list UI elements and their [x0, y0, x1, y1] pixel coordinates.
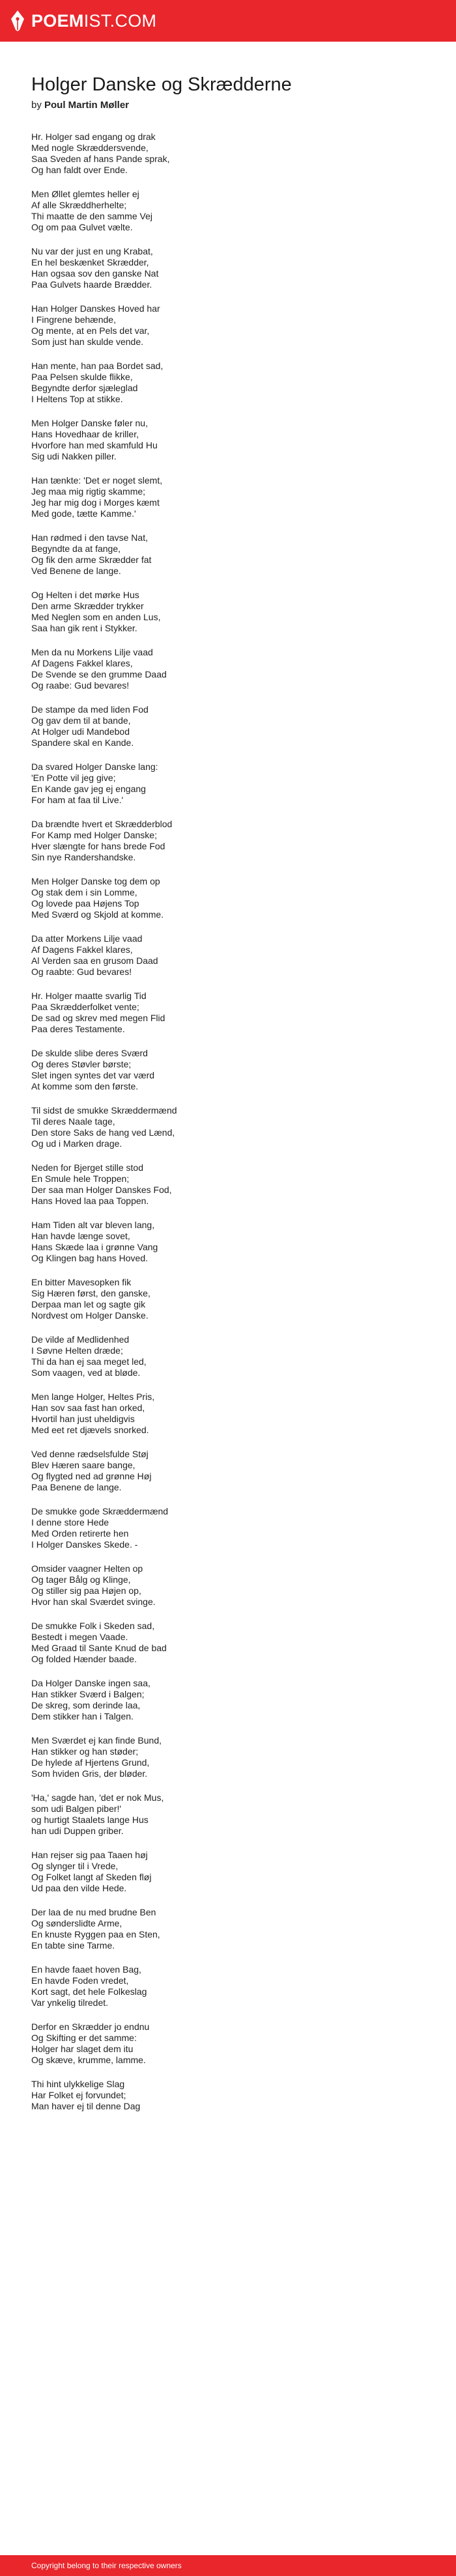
poem-line: Han havde længe sovet,	[31, 1231, 130, 1241]
poem-line: De Svende se den grumme Daad	[31, 669, 167, 679]
poem-line: Dem stikker han i Talgen.	[31, 1711, 134, 1721]
poem-stanza	[31, 1907, 456, 1951]
poem-line: Og sønderslidte Arme,	[31, 1918, 122, 1928]
poem-stanza	[31, 590, 456, 634]
copyright-text: Copyright belong to their respective owners	[31, 2561, 182, 2570]
poem-line: Og folded Hænder baade.	[31, 1654, 137, 1664]
poem-line: Hr. Holger sad engang og drak	[31, 131, 156, 142]
poem-stanza	[31, 475, 456, 519]
poem-line: De stampe da med liden Fod	[31, 704, 149, 715]
poem-stanza	[31, 1220, 456, 1264]
poem-line: Og deres Støvler børste;	[31, 1059, 132, 1069]
poem-line: Som just han skulde vende.	[31, 336, 143, 347]
poem-title: Holger Danske og Skrædderne	[31, 74, 292, 95]
poem-line: Derfor en Skrædder jo endnu	[31, 2021, 150, 2032]
poem-line: Han stikker Sværd i Balgen;	[31, 1689, 145, 1699]
poem-line: Og stak dem i sin Lomme,	[31, 887, 137, 897]
poem-line: Al Verden saa en grusom Daad	[31, 955, 158, 966]
poem-line: Paa Benene de lange.	[31, 1482, 122, 1492]
poem-line: Og Helten i det mørke Hus	[31, 590, 139, 600]
site-logo[interactable]	[9, 10, 156, 32]
poem-line: Bestedt i megen Vaade.	[31, 1632, 128, 1642]
poem-line: Ud paa den vilde Hede.	[31, 1883, 127, 1893]
poem-line: Af alle Skræddherhelte;	[31, 200, 127, 210]
poem-stanza	[31, 1277, 456, 1321]
poem-line: Da atter Morkens Lilje vaad	[31, 933, 143, 944]
poem-line: Der laa de nu med brudne Ben	[31, 1907, 156, 1917]
poem-line: Kort sagt, det hele Folkeslag	[31, 1986, 147, 1997]
logo-text-ist: IST.COM	[83, 10, 157, 31]
poem-line: Og gav dem til at bande,	[31, 715, 131, 726]
poem-line: Han mente, han paa Bordet sad,	[31, 361, 164, 371]
poem-line: Paa Pelsen skulde flikke,	[31, 372, 133, 382]
poem-line: 'En Potte vil jeg give;	[31, 773, 116, 783]
poem-line: Jeg har mig dog i Morges kæmt	[31, 497, 160, 508]
poem-stanza	[31, 1678, 456, 1722]
poem-line: Og slynger til i Vrede,	[31, 1861, 119, 1871]
poem-line: Da brændte hvert et Skrædderblod	[31, 819, 173, 829]
poem-line: De skulde slibe deres Sværd	[31, 1048, 148, 1058]
poem-line: En tabte sine Tarme.	[31, 1940, 115, 1951]
poem-line: Hans Hovedhaar de kriller,	[31, 429, 139, 439]
poem-line: Hvorfore han med skamfuld Hu	[31, 440, 158, 450]
poem-author-link[interactable]: Poul Martin Møller	[44, 100, 130, 111]
poem-stanza	[31, 704, 456, 748]
poem-line: Thi maatte de den samme Vej	[31, 211, 152, 221]
poem-line: Nu var der just en ung Krabat,	[31, 246, 153, 256]
poem-line: Til deres Naale tage,	[31, 1116, 115, 1127]
poem-line: At komme som den første.	[31, 1081, 139, 1091]
poem-line: De hylede af Hjertens Grund,	[31, 1757, 150, 1768]
poem-stanza	[31, 1964, 456, 2008]
poem-line: Hvor han skal Sværdet svinge.	[31, 1596, 156, 1607]
poem-line: som udi Balgen piber!'	[31, 1803, 122, 1814]
poem-line: En hel beskænket Skrædder,	[31, 257, 149, 267]
poem-line: 'Ha,' sagde han, 'det er nok Mus,	[31, 1792, 164, 1803]
poem-stanza	[31, 933, 456, 978]
poem-line: I Heltens Top at stikke.	[31, 394, 123, 404]
poem-line: Paa Gulvets haarde Brædder.	[31, 279, 152, 290]
poem-line: Den arme Skrædder trykker	[31, 601, 144, 611]
poem-line: En bitter Mavesopken fik	[31, 1277, 132, 1287]
poem-line: For ham at faa til Live.'	[31, 795, 124, 805]
pen-nib-icon	[9, 10, 26, 32]
poem-line: At Holger udi Mandebod	[31, 726, 130, 737]
poem-line: En Kande gav jeg ej engang	[31, 784, 146, 794]
poem-line: Og han faldt over Ende.	[31, 165, 128, 175]
poem-line: Han stikker og han støder;	[31, 1746, 139, 1757]
poem-line: Og raabe: Gud bevares!	[31, 680, 130, 691]
poem-line: han udi Duppen griber.	[31, 1826, 124, 1836]
poem-stanza	[31, 303, 456, 348]
poem-line: De sad og skrev med megen Flid	[31, 1013, 165, 1023]
poem-stanza	[31, 246, 456, 290]
poem-line: Man haver ej til denne Dag	[31, 2101, 141, 2111]
poem-line: Neden for Bjerget stille stod	[31, 1162, 143, 1173]
poem-line: Men da nu Morkens Lilje vaad	[31, 647, 153, 657]
poem-line: Saa Sveden af hans Pande sprak,	[31, 154, 170, 164]
poem-line: Sin nye Randershandske.	[31, 852, 136, 862]
poem-line: Og skæve, krumme, lamme.	[31, 2055, 146, 2065]
poem-line: Sig Hæren først, den ganske,	[31, 1288, 150, 1298]
poem-body	[31, 131, 456, 2112]
poem-line: Ved Benene de lange.	[31, 566, 121, 576]
poem-stanza	[31, 189, 456, 233]
poem-line: Med nogle Skræddersvende,	[31, 143, 149, 153]
site-footer	[0, 2555, 456, 2576]
poem-line: Og tager Bålg og Klinge,	[31, 1574, 131, 1585]
poem-stanza	[31, 876, 456, 920]
poem-stanza	[31, 1506, 456, 1550]
poem-line: Og Folket langt af Skeden fløj	[31, 1872, 152, 1882]
poem-stanza	[31, 1162, 456, 1207]
poem-line: Da Holger Danske ingen saa,	[31, 1678, 150, 1688]
poem-line: Til sidst de smukke Skræddermænd	[31, 1105, 177, 1116]
poem-line: Med gode, tætte Kamme.'	[31, 508, 136, 519]
poem-line: Og flygted ned ad grønne Høj	[31, 1471, 152, 1481]
poem-line: Men Øllet glemtes heller ej	[31, 189, 139, 199]
poem-line: Nordvest om Holger Danske.	[31, 1310, 149, 1321]
poem-line: Omsider vaagner Helten op	[31, 1563, 143, 1574]
poem-line: Og om paa Gulvet vælte.	[31, 222, 133, 232]
poem-line: Med Graad til Sante Knud de bad	[31, 1643, 167, 1653]
poem-line: Og Klingen bag hans Hoved.	[31, 1253, 149, 1263]
poem-line: I Søvne Helten dræde;	[31, 1345, 123, 1356]
poem-line: Paa deres Testamente.	[31, 1024, 125, 1034]
poem-line: I denne store Hede	[31, 1517, 109, 1528]
poem-line: Hver slængte for hans brede Fod	[31, 841, 165, 851]
poem-line: Af Dagens Fakkel klares,	[31, 658, 133, 668]
poem-stanza	[31, 361, 456, 405]
poem-stanza	[31, 2021, 456, 2066]
poem-line: Med Orden retirerte hen	[31, 1528, 129, 1539]
poem-line: Han tænkte: 'Det er noget slemt,	[31, 475, 163, 486]
poem-stanza	[31, 1621, 456, 1665]
poem-line: De smukke Folk i Skeden sad,	[31, 1621, 155, 1631]
poem-stanza	[31, 532, 456, 577]
poem-line: I Fingrene behænde,	[31, 314, 116, 325]
poem-line: Af Dagens Fakkel klares,	[31, 944, 133, 955]
poem-line: For Kamp med Holger Danske;	[31, 830, 157, 840]
poem-line: En havde Foden vredet,	[31, 1975, 129, 1986]
poem-stanza	[31, 761, 456, 806]
poem-line: og hurtigt Staalets lange Hus	[31, 1815, 149, 1825]
poem-line: Hans Hoved laa paa Toppen.	[31, 1196, 149, 1206]
poem-line: Hans Skæde laa i grønne Vang	[31, 1242, 158, 1252]
poem-line: Der saa man Holger Danskes Fod,	[31, 1185, 172, 1195]
poem-line: Han ogsaa sov den ganske Nat	[31, 268, 159, 279]
poem-line: De smukke gode Skræddermænd	[31, 1506, 169, 1516]
poem-line: Begyndte derfor sjæleglad	[31, 383, 138, 393]
poem-stanza	[31, 1449, 456, 1493]
poem-line: En havde faaet hoven Bag,	[31, 1964, 141, 1975]
poem-stanza	[31, 1850, 456, 1894]
poem-line: Thi da han ej saa meget led,	[31, 1356, 147, 1367]
poem-line: Som hviden Gris, der bløder.	[31, 1768, 148, 1779]
poem-stanza	[31, 1334, 456, 1378]
poem-line: Hvortil han just uheldigvis	[31, 1414, 135, 1424]
poem-line: Han Holger Danskes Hoved har	[31, 303, 160, 314]
poem-line: Og stiller sig paa Højen op,	[31, 1585, 141, 1596]
poem-stanza	[31, 819, 456, 863]
poem-line: Og Skifting er det samme:	[31, 2033, 137, 2043]
site-header	[0, 0, 456, 42]
poem-line: Sig udi Nakken piller.	[31, 451, 117, 461]
poem-stanza	[31, 1792, 456, 1837]
poem-line: I Holger Danskes Skede. -	[31, 1539, 138, 1550]
poem-line: En knuste Ryggen paa en Sten,	[31, 1929, 160, 1939]
poem-line: Men lange Holger, Heltes Pris,	[31, 1391, 155, 1402]
poem-line: Jeg maa mig rigtig skamme;	[31, 486, 146, 497]
poem-line: Blev Hæren saare bange,	[31, 1460, 135, 1470]
poem-line: Han sov saa fast han orked,	[31, 1403, 145, 1413]
poem-stanza	[31, 1048, 456, 1092]
poem-line: Ved denne rædselsfulde Støj	[31, 1449, 149, 1459]
poem-line: Var ynkelig tilredet.	[31, 1997, 109, 2008]
poem-stanza	[31, 2079, 456, 2112]
poem-line: Spandere skal en Kande.	[31, 737, 134, 748]
poem-line: Men Sværdet ej kan finde Bund,	[31, 1735, 162, 1746]
poem-line: Ham Tiden alt var bleven lang,	[31, 1220, 155, 1230]
poem-stanza	[31, 1563, 456, 1608]
poem-line: Og ud i Marken drage.	[31, 1138, 122, 1149]
poem-line: Thi hint ulykkelige Slag	[31, 2079, 125, 2089]
poem-line: De skreg, som derinde laa,	[31, 1700, 141, 1710]
poem-stanza	[31, 1391, 456, 1436]
poem-line: Han rødmed i den tavse Nat,	[31, 532, 148, 543]
poem-line: Holger har slaget dem itu	[31, 2044, 134, 2054]
poem-stanza	[31, 647, 456, 691]
poem-stanza	[31, 418, 456, 462]
poem-line: Derpaa man let og sagte gik	[31, 1299, 146, 1309]
poem-line: Og lovede paa Højens Top	[31, 898, 139, 909]
poem-line: Som vaagen, ved at bløde.	[31, 1367, 141, 1378]
poem-byline	[31, 99, 456, 112]
poem-line: Hr. Holger maatte svarlig Tid	[31, 991, 147, 1001]
poem-line: Slet ingen syntes det var værd	[31, 1070, 155, 1080]
poem-line: Og fik den arme Skrædder fat	[31, 555, 152, 565]
byline-label: by	[31, 100, 42, 111]
poem-line: Med eet ret djævels snorked.	[31, 1425, 149, 1435]
poem-line: Saa han gik rent i Stykker.	[31, 623, 137, 633]
poem-line: Begyndte da at fange,	[31, 543, 121, 554]
poem-stanza	[31, 1735, 456, 1779]
poem-line: Har Folket ej forvundet;	[31, 2090, 126, 2100]
poem-stanza	[31, 1105, 456, 1149]
poem-line: Og mente, at en Pels det var,	[31, 325, 150, 336]
poem-line: De vilde af Medlidenhed	[31, 1334, 130, 1345]
poem-line: Med Sværd og Skjold at komme.	[31, 909, 164, 920]
logo-text-poem: POEM	[31, 10, 84, 31]
poem-line: Han rejser sig paa Taaen høj	[31, 1850, 148, 1860]
poem-line: Men Holger Danske tog dem op	[31, 876, 160, 886]
poem-stanza	[31, 991, 456, 1035]
poem-content	[0, 73, 456, 2112]
poem-line: Den store Saks de hang ved Lænd,	[31, 1127, 175, 1138]
poem-line: En Smule hele Troppen;	[31, 1173, 130, 1184]
poem-line: Da svared Holger Danske lang:	[31, 761, 158, 772]
poem-line: Men Holger Danske føler nu,	[31, 418, 148, 428]
poem-line: Og raabte: Gud bevares!	[31, 966, 132, 977]
poem-stanza	[31, 131, 456, 176]
poem-line: Paa Skrædderfolket vente;	[31, 1002, 139, 1012]
poem-line: Med Neglen som en anden Lus,	[31, 612, 161, 622]
